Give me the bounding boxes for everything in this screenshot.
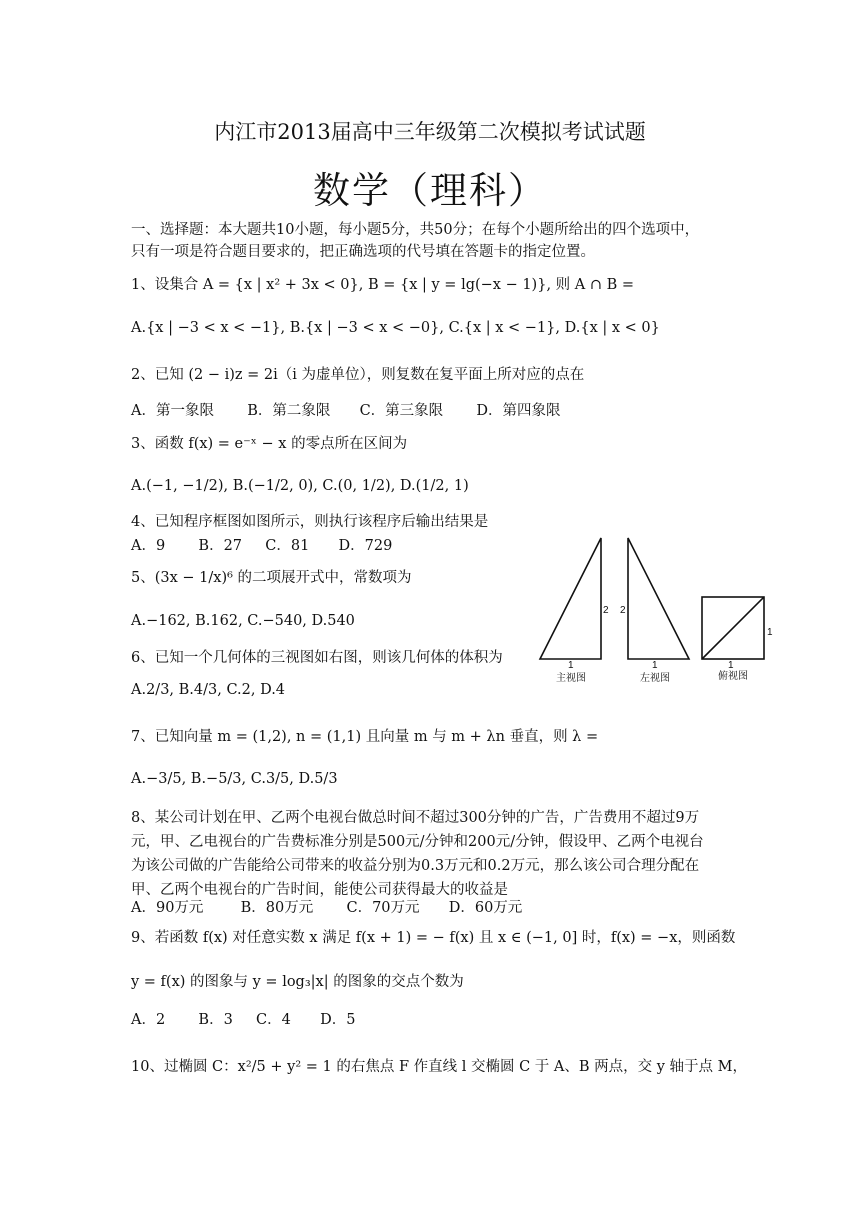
q6-options: A.2/3, B.4/3, C.2, D.4 xyxy=(131,682,286,698)
q2-option-d: D．第四象限 xyxy=(476,403,561,419)
q8-line-1: 8、某公司计划在甲、乙两个电视台做总时间不超过300分钟的广告，广告费用不超过9万 xyxy=(131,810,700,826)
q2-option-a: A．第一象限 xyxy=(131,403,214,419)
side-base-label: 1 xyxy=(652,660,658,671)
q9-stem-2: y = f(x) 的图象与 y = log₃|x| 的图象的交点个数为 xyxy=(131,974,464,990)
front-view-label: 主视图 xyxy=(556,673,586,684)
q5-stem: 5、(3x − 1/x)⁶ 的二项展开式中，常数项为 xyxy=(131,570,412,586)
q9-stem-1: 9、若函数 f(x) 对任意实数 x 满足 f(x + 1) = − f(x) 且 x ∈ (−1, 0] 时，f(x) = −x，则函数 xyxy=(131,930,736,946)
q2-option-b: B．第二象限 xyxy=(247,403,331,419)
instructions-line-1: 一、选择题：本大题共10小题，每小题5分，共50分；在每个小题所给出的四个选项中， xyxy=(131,222,700,238)
q8-options xyxy=(131,898,741,918)
q9-options xyxy=(131,1010,741,1030)
q1-options: A.{x | −3 < x < −1}, B.{x | −3 < x < −0}, C.{x | x < −1}, D.{x | x < 0} xyxy=(131,320,660,336)
front-base-label: 1 xyxy=(568,660,574,671)
side-height-label: 2 xyxy=(620,605,626,616)
q10-stem: 10、过椭圆 C：x²/5 + y² = 1 的右焦点 F 作直线 l 交椭圆 C 于 A、B 两点，交 y 轴于点 M， xyxy=(131,1059,747,1075)
top-side-label: 1 xyxy=(767,627,773,638)
side-view-triangle xyxy=(628,538,689,659)
q2-options xyxy=(131,401,741,421)
instructions-line-2: 只有一项是符合题目要求的，把正确选项的代号填在答题卡的指定位置。 xyxy=(131,244,595,260)
q5-options: A.−162, B.162, C.−540, D.540 xyxy=(131,613,355,629)
q2-stem: 2、已知 (2 − i)z = 2i（i 为虚单位），则复数在复平面上所对应的点在 xyxy=(131,367,585,383)
q7-options: A.−3/5, B.−5/3, C.3/5, D.5/3 xyxy=(131,771,338,787)
q8-option-c: C．70万元 xyxy=(346,900,420,916)
top-view-label: 俯视图 xyxy=(718,671,748,682)
q8-line-4: 甲、乙两个电视台的广告时间，能使公司获得最大的收益是 xyxy=(131,882,508,898)
q1-stem: 1、设集合 A = {x | x² + 3x < 0}, B = {x | y = lg(−x − 1)}, 则 A ∩ B = xyxy=(131,277,635,293)
q4-stem: 4、已知程序框图如图所示，则执行该程序后输出结果是 xyxy=(131,514,489,530)
top-view-diagonal xyxy=(702,597,764,659)
q9-option-c: C．4 xyxy=(256,1012,291,1028)
q7-stem: 7、已知向量 m = (1,2), n = (1,1) 且向量 m 与 m + λn 垂直，则 λ = xyxy=(131,729,599,745)
q8-option-d: D．60万元 xyxy=(448,900,523,916)
q4-option-c: C．81 xyxy=(265,538,310,554)
q8-line-3: 为该公司做的广告能给公司带来的收益分别为0.3万元和0.2万元，那么该公司合理分配在 xyxy=(131,858,700,874)
front-height-label: 2 xyxy=(603,605,609,616)
q2-option-c: C．第三象限 xyxy=(359,403,444,419)
q8-line-2: 元，甲、乙电视台的广告费标准分别是500元/分钟和200元/分钟，假设甲、乙两个电视台 xyxy=(131,834,704,850)
q3-options: A.(−1, −1/2), B.(−1/2, 0), C.(0, 1/2), D.(1/2, 1) xyxy=(131,478,469,494)
top-base-label: 1 xyxy=(728,660,734,671)
q4-option-d: D．729 xyxy=(338,538,393,554)
exam-subtitle: 数学（理科） xyxy=(313,169,547,212)
front-view-triangle xyxy=(540,538,601,659)
q9-option-d: D．5 xyxy=(320,1012,356,1028)
q9-option-a: A．2 xyxy=(131,1012,166,1028)
q4-option-b: B．27 xyxy=(198,538,243,554)
side-view-label: 左视图 xyxy=(640,673,670,684)
q9-option-b: B．3 xyxy=(198,1012,233,1028)
q8-option-b: B．80万元 xyxy=(240,900,314,916)
q4-option-a: A．9 xyxy=(131,538,166,554)
exam-title: 内江市2013届高中三年级第二次模拟考试试题 xyxy=(214,120,646,144)
three-view-figure xyxy=(530,530,780,690)
q6-stem: 6、已知一个几何体的三视图如右图，则该几何体的体积为 xyxy=(131,650,503,666)
q3-stem: 3、函数 f(x) = e⁻ˣ − x 的零点所在区间为 xyxy=(131,436,408,452)
q8-option-a: A．90万元 xyxy=(131,900,204,916)
